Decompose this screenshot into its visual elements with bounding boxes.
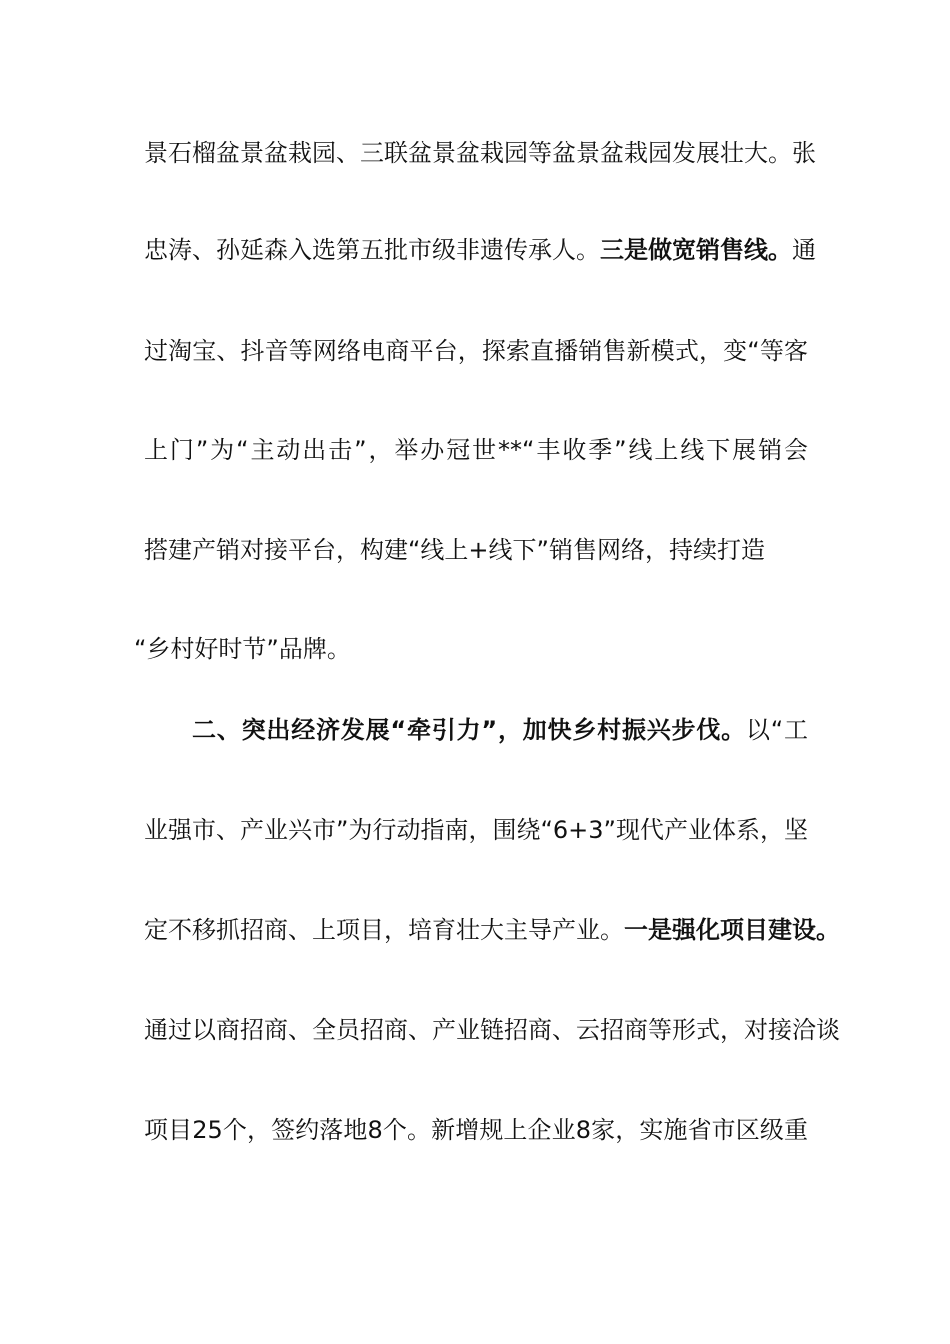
text-line-4 bbox=[144, 430, 808, 470]
text-run: 上门”为“主动出击”，举办冠世**“丰收季”线上线下展销会 bbox=[144, 436, 808, 464]
text-line-9 bbox=[144, 910, 840, 950]
text-line-6 bbox=[134, 629, 808, 669]
text-run: 过淘宝、抖音等网络电商平台，探索直播销售新模式，变“等客 bbox=[144, 337, 808, 365]
text-line-8 bbox=[144, 810, 808, 850]
text-run: 定不移抓招商、上项目，培育壮大主导产业。 bbox=[144, 916, 624, 944]
text-run: 项目25个，签约落地8个。新增规上企业8家，实施省市区级重 bbox=[144, 1116, 808, 1144]
text-run: 忠涛、孙延森入选第五批市级非遗传承人。 bbox=[144, 236, 600, 264]
section-heading: 二、突出经济发展“牵引力”，加快乡村振兴步伐。 bbox=[192, 716, 746, 744]
text-line-10 bbox=[144, 1010, 840, 1050]
text-run: “乡村好时节”品牌。 bbox=[134, 635, 351, 663]
text-run: 通 bbox=[792, 236, 816, 264]
text-run: 通过以商招商、全员招商、产业链招商、云招商等形式，对接洽谈 bbox=[144, 1016, 840, 1044]
text-run: 景石榴盆景盆栽园、三联盆景盆栽园等盆景盆栽园发展壮大。张 bbox=[144, 139, 816, 167]
text-line-7 bbox=[192, 710, 808, 750]
bold-heading-run: 一是强化项目建设。 bbox=[624, 916, 840, 944]
text-run: 业强市、产业兴市”为行动指南，围绕“6+3”现代产业体系，坚 bbox=[144, 816, 808, 844]
text-run: 搭建产销对接平台，构建“线上+线下”销售网络，持续打造 bbox=[144, 536, 765, 564]
text-run: 以“工 bbox=[745, 716, 809, 744]
text-line-3 bbox=[144, 331, 808, 371]
bold-heading-run: 三是做宽销售线。 bbox=[600, 236, 792, 264]
text-line-2 bbox=[144, 230, 816, 270]
text-line-11 bbox=[144, 1110, 808, 1150]
text-line-1 bbox=[144, 133, 816, 173]
text-line-5 bbox=[144, 530, 808, 570]
